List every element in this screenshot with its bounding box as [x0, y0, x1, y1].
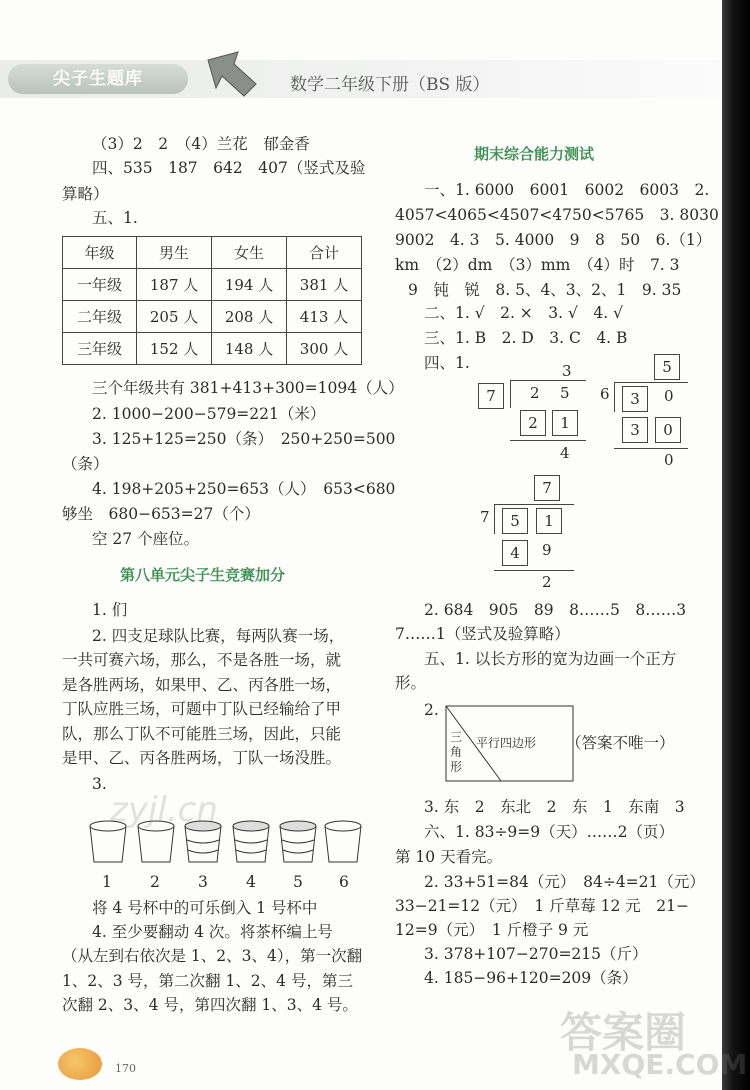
div1-bracket	[510, 380, 511, 408]
div3-product-box: 4	[502, 540, 528, 566]
table-header-row	[63, 237, 362, 269]
right-line-2: 4057<4065<4507<4750<5765 3. 8030	[395, 206, 719, 224]
cup-icon	[231, 820, 271, 865]
div3-dividend-box: 1	[536, 508, 562, 534]
div1-remainder: 4	[560, 444, 570, 462]
div3-dividend-box: 5	[502, 508, 528, 534]
cup-label: 5	[293, 873, 303, 891]
right-line-10: 7……1（竖式及验算略）	[395, 625, 570, 643]
cup-icon	[323, 820, 363, 865]
left-m9: 将 4 号杯中的可乐倒入 1 号杯中	[92, 899, 318, 917]
div2-subtract-line	[614, 448, 688, 449]
figure-note: （答案不唯一）	[566, 734, 675, 752]
cup-label: 3	[198, 873, 208, 891]
left-m3: 一共可赛六场，那么，不是各胜一场，就	[62, 651, 342, 669]
left-line-7: 3. 125+125=250（条） 250+250=500	[92, 430, 396, 448]
div2-quotient-box: 5	[654, 354, 680, 380]
div1-quotient: 3	[562, 362, 572, 380]
table-cell: 208 人	[212, 301, 287, 333]
right-line-20: 3. 378+107−270=215（斤）	[424, 945, 648, 963]
left-m13: 次翻 2、3、4 号，第四次翻 1、3、4 号。	[62, 996, 358, 1014]
table-cell: 152 人	[137, 333, 212, 365]
right-line-16: 第 10 天看完。	[395, 848, 503, 866]
div2-product-box: 0	[655, 417, 681, 443]
table-cell: 148 人	[212, 333, 287, 365]
table-row	[63, 333, 362, 365]
table-cell: 194 人	[212, 269, 287, 301]
triangle-char: 形	[450, 760, 463, 774]
table-cell: 205 人	[137, 301, 212, 333]
right-line-11: 五、1. 以长方形的宽为边画一个正方	[424, 650, 677, 668]
right-line-14: 3. 东 2 东北 2 东 1 东南 3	[424, 798, 685, 816]
left-line-1: （3）2 2 （4）兰花 郁金香	[92, 135, 310, 153]
left-line-2: 四、535 187 642 407（竖式及验	[92, 159, 366, 177]
table-row	[63, 269, 362, 301]
left-line-5: 三个年级共有 381+413+300=1094（人）	[92, 379, 404, 397]
div3-bar	[494, 504, 574, 505]
div2-dividend-box: 3	[622, 386, 648, 412]
triangle-label	[450, 730, 464, 775]
table-header: 女生	[212, 237, 287, 269]
div2-bracket	[614, 382, 615, 412]
div1-divisor-box: 7	[478, 383, 504, 409]
section-heading-unit8: 第八单元尖子生竞赛加分	[120, 566, 286, 584]
right-line-13: 2.	[424, 701, 439, 719]
arrow-icon	[198, 50, 260, 100]
left-line-4: 五、1.	[92, 209, 138, 227]
div2-bar	[614, 382, 688, 383]
cup-label: 4	[246, 873, 256, 891]
div1-product-box: 2	[520, 410, 546, 436]
table-cell: 一年级	[63, 269, 137, 301]
left-m11: （从左到右依次是 1、2、3、4），第一次翻	[62, 947, 363, 965]
cup-label: 1	[102, 873, 112, 891]
left-line-10: 够坐 680−653=27（个）	[62, 505, 260, 523]
right-line-1: 一、1. 6000 6001 6002 6003 2.	[424, 181, 710, 199]
page-edge-shadow	[722, 0, 750, 1090]
left-line-11: 空 27 个座位。	[92, 530, 200, 548]
div3-divisor: 7	[480, 508, 490, 526]
table-cell: 187 人	[137, 269, 212, 301]
left-m1: 1. 们	[92, 601, 128, 619]
right-line-18: 33−21=12（元） 1 斤草莓 12 元 21−	[395, 897, 689, 915]
div1-subtract-line	[510, 440, 586, 441]
div2-product-box: 3	[622, 417, 648, 443]
table-header: 男生	[137, 237, 212, 269]
right-line-15: 六、1. 83÷9=9（天）……2（页）	[424, 823, 674, 841]
left-line-8: （条）	[62, 455, 109, 473]
table-header: 合计	[287, 237, 362, 269]
right-line-21: 4. 185−96+120=209（条）	[424, 969, 638, 987]
table-header: 年级	[63, 237, 137, 269]
left-m7: 是甲、乙、丙各胜两场，丁队一场没胜。	[62, 749, 342, 767]
cup-label: 6	[339, 873, 349, 891]
table-row	[63, 301, 362, 333]
left-line-3: 算略）	[62, 185, 109, 203]
cup-label: 2	[150, 873, 160, 891]
div2-divisor: 6	[600, 385, 610, 403]
div1-dividend-digit: 2	[530, 384, 540, 402]
watermark-zyjl: zyjl.cn	[110, 790, 218, 830]
section-heading-final: 期末综合能力测试	[474, 145, 595, 163]
right-line-8: 四、1.	[424, 354, 470, 372]
page-number: 170	[115, 1062, 136, 1075]
footer-decoration-icon	[58, 1048, 102, 1080]
table-cell: 300 人	[287, 333, 362, 365]
right-line-7: 三、1. B 2. D 3. C 4. B	[424, 329, 628, 347]
watermark-answer: 答案圈	[560, 1008, 687, 1057]
table-cell: 三年级	[63, 333, 137, 365]
right-line-9: 2. 684 905 89 8……5 8……3	[424, 601, 687, 619]
triangle-char: 三	[450, 730, 463, 744]
div3-subtract-line	[494, 570, 574, 571]
table-cell: 413 人	[287, 301, 362, 333]
right-line-5: 9 钝 锐 8. 5、4、3、2、1 9. 35	[408, 281, 682, 299]
cup-icon	[278, 820, 318, 865]
div2-remainder: 0	[664, 451, 674, 469]
div3-quotient-box: 7	[534, 475, 560, 501]
left-m12: 1、2、3 号，第二次翻 1、2、4 号，第三	[62, 972, 353, 990]
div1-bar	[510, 380, 586, 381]
div3-remainder: 2	[542, 573, 552, 591]
left-m8: 3.	[92, 775, 107, 793]
left-m4: 是各胜两场，如果甲、乙、丙各胜一场，	[62, 676, 342, 694]
left-m5: 丁队应胜三场，可题中丁队已经输给了甲	[62, 700, 342, 718]
left-line-6: 2. 1000−200−579=221（米）	[92, 405, 326, 423]
brand-text: 尖子生题库	[53, 69, 143, 89]
div1-product-box: 1	[552, 410, 578, 436]
right-line-4: km （2）dm （3）mm （4）时 7. 3	[395, 256, 680, 274]
grade-table	[62, 236, 362, 365]
left-m10: 4. 至少要翻动 4 次。将茶杯编上号	[92, 923, 333, 941]
right-line-19: 12=9（元） 1 斤橙子 9 元	[395, 921, 589, 939]
right-line-17: 2. 33+51=84（元） 84÷4=21（元）	[424, 873, 705, 891]
div3-bracket	[494, 504, 495, 534]
left-m2: 2. 四支足球队比赛，每两队赛一场，	[92, 627, 345, 645]
div2-dividend-digit: 0	[664, 387, 674, 405]
parallelogram-label: 平行四边形	[476, 736, 537, 750]
brand-logo	[8, 64, 188, 94]
left-line-9: 4. 198+205+250=653（人） 653<680	[92, 480, 396, 498]
header-title: 数学二年级下册（BS 版）	[290, 75, 490, 95]
right-line-12: 形。	[395, 674, 427, 692]
table-cell: 二年级	[63, 301, 137, 333]
right-line-3: 9002 4. 3 5. 4000 9 8 50 6.（1）	[395, 231, 712, 249]
right-line-6: 二、1. √ 2. × 3. √ 4. √	[424, 304, 623, 322]
div1-dividend-digit: 5	[560, 384, 570, 402]
table-cell: 381 人	[287, 269, 362, 301]
div3-product-digit: 9	[542, 541, 552, 559]
watermark-mxqe: MXQE.COM	[572, 1048, 748, 1081]
triangle-char: 角	[450, 745, 463, 759]
left-m6: 队，那么丁队不可能胜三场，因此，只能	[62, 725, 342, 743]
